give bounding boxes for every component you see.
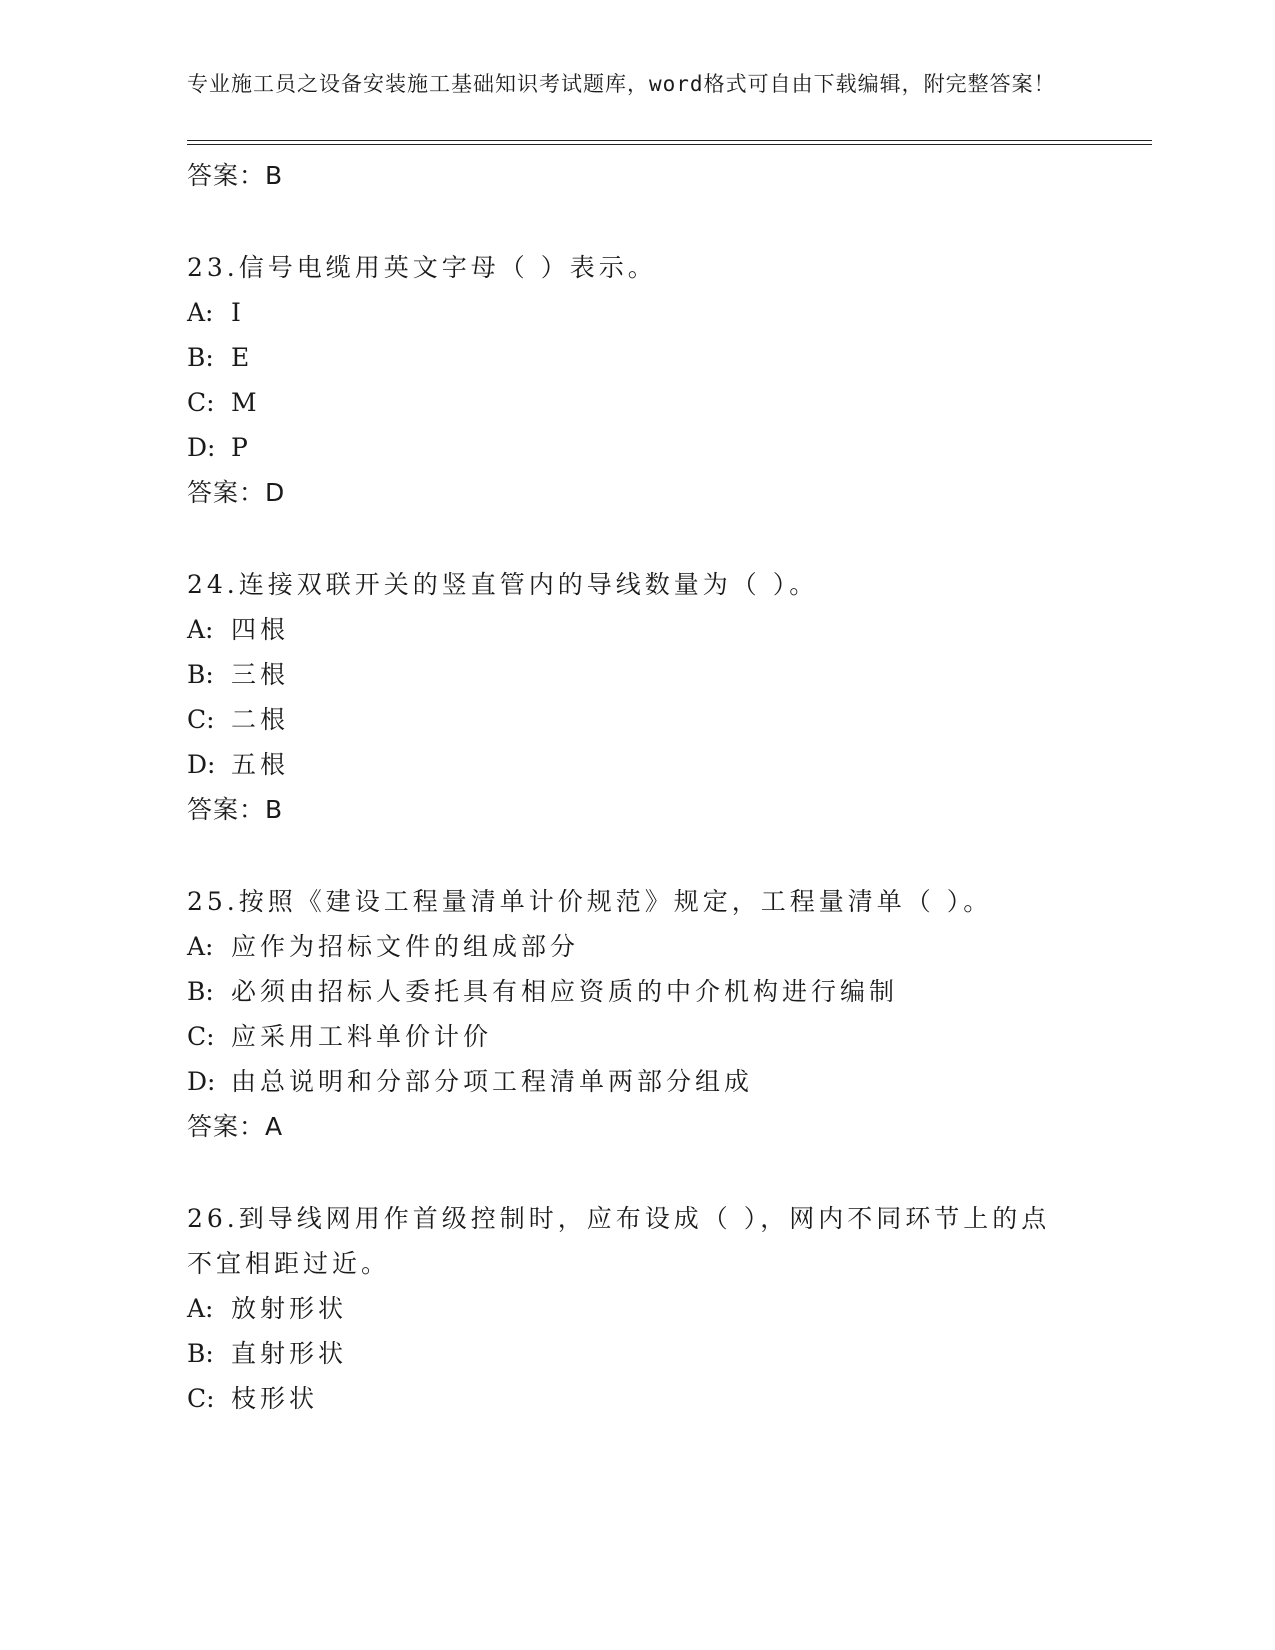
option-text: 必须由招标人委托具有相应资质的中介机构进行编制 [231,977,899,1006]
question-text: 25.按照《建设工程量清单计价规范》规定，工程量清单（ ）。 [187,887,993,916]
option-text: 由总说明和分部分项工程清单两部分组成 [231,1067,754,1096]
option-text: 应采用工料单价计价 [231,1022,493,1051]
option-key: D: [187,1067,216,1096]
answer-line-24 [187,787,1152,832]
option-d [187,742,1152,787]
answer-label: 答案： [187,1112,266,1141]
option-key: D: [187,750,216,779]
option-c [187,697,1152,742]
option-text: E [231,343,254,372]
question-text: 23.信号电缆用英文字母（ ）表示。 [187,253,657,282]
document-page [187,68,1152,1421]
option-a [187,924,1152,969]
option-key: D: [187,433,216,462]
answer-value: B [265,795,284,824]
option-key: A: [187,932,214,961]
option-key: A: [187,615,214,644]
option-text: 枝形状 [231,1384,319,1413]
option-c [187,1376,1152,1421]
question-block-23 [187,245,1152,515]
header-divider [187,140,1152,145]
answer-line-25 [187,1104,1152,1149]
option-key: C: [187,705,215,734]
option-a [187,290,1152,335]
option-key: A: [187,298,214,327]
option-text: 应作为招标文件的组成部分 [231,932,580,961]
answer-label: 答案： [187,795,266,824]
option-text: I [231,298,245,327]
option-d [187,1059,1152,1104]
option-a [187,607,1152,652]
answer-value: D [265,478,286,507]
answer-value: A [265,1112,284,1141]
answer-label: 答案： [187,161,266,190]
option-key: C: [187,1022,215,1051]
option-key: A: [187,1294,214,1323]
answer-line-22 [187,153,1152,198]
question-block-26 [187,1196,1152,1421]
answer-label: 答案： [187,478,266,507]
option-text: P [231,433,252,462]
option-b [187,652,1152,697]
option-text: 直射形状 [231,1339,348,1368]
option-key: B: [187,977,214,1006]
option-a [187,1286,1152,1331]
option-c [187,380,1152,425]
option-text: 放射形状 [231,1294,348,1323]
option-b [187,969,1152,1014]
option-text: 五根 [231,750,290,779]
question-text: 26.到导线网用作首级控制时，应布设成（ ），网内不同环节上的点不宜相距过近。 [187,1204,1051,1278]
question-text: 24.连接双联开关的竖直管内的导线数量为（ ）。 [187,570,819,599]
option-key: B: [187,1339,214,1368]
option-b [187,1331,1152,1376]
option-key: C: [187,388,215,417]
question-block-25 [187,879,1152,1149]
option-text: M [231,388,261,417]
option-text: 四根 [231,615,290,644]
question-block-24 [187,562,1152,832]
option-text: 二根 [231,705,290,734]
option-c [187,1014,1152,1059]
option-key: C: [187,1384,215,1413]
answer-line-23 [187,470,1152,515]
document-header: 专业施工员之设备安装施工基础知识考试题库，word格式可自由下载编辑，附完整答案！ [187,72,1056,96]
answer-value: B [265,161,284,190]
option-key: B: [187,343,214,372]
option-b [187,335,1152,380]
option-d [187,425,1152,470]
option-text: 三根 [231,660,290,689]
option-key: B: [187,660,214,689]
